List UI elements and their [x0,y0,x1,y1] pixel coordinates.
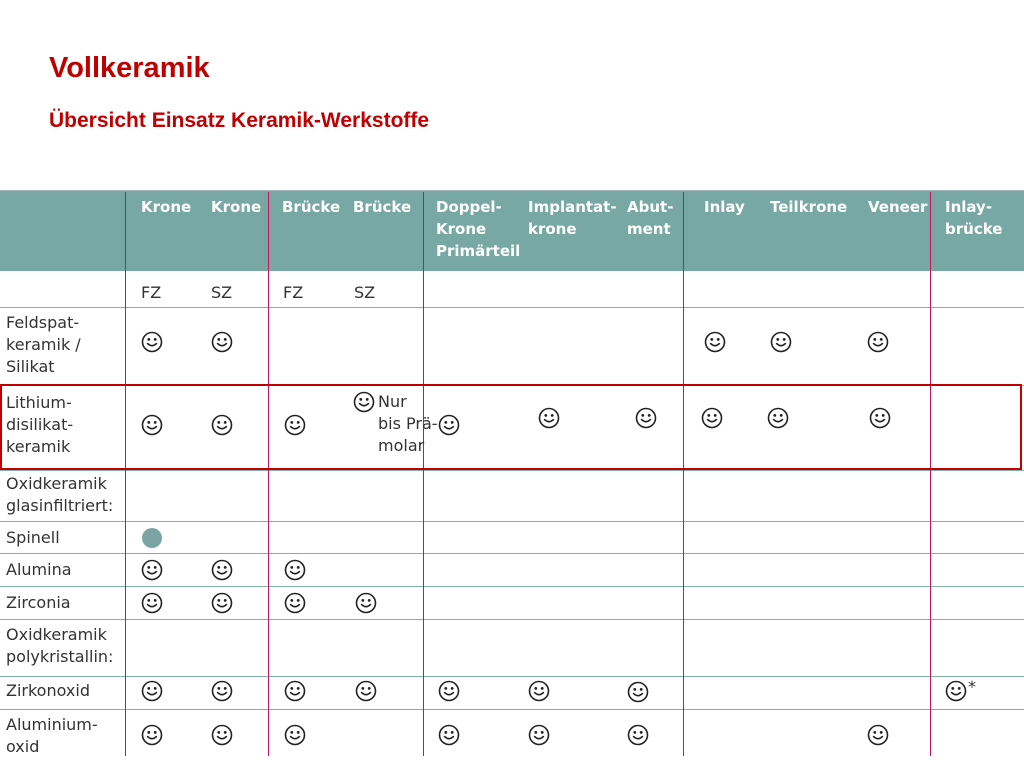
smiley-icon [141,724,163,746]
footnote-asterisk: * [968,677,976,696]
col-divider [125,192,126,756]
col-header-krone-sz: Krone [211,198,262,216]
col-divider [930,192,931,756]
col-header-implantatkrone: Implantat- krone [528,198,617,238]
dot-icon [142,528,162,548]
smiley-icon [438,724,460,746]
row-divider [0,676,1024,677]
col-divider [423,192,424,756]
highlight-box [0,384,1022,470]
row-label-zirkonoxid: Zirkonoxid [6,681,90,700]
row-divider [0,709,1024,710]
col-header-teilkrone: Teilkrone [770,198,848,216]
smiley-icon [141,559,163,581]
smiley-icon [355,592,377,614]
row-divider [0,586,1024,587]
col-header-doppelkrone: Doppel- Krone Primärteil [436,198,521,260]
smiley-icon [867,331,889,353]
smiley-icon [355,680,377,702]
col-header-inlay: Inlay [704,198,745,216]
smiley-icon [770,331,792,353]
smiley-icon [284,724,306,746]
smiley-icon [211,680,233,702]
row-divider [0,521,1024,522]
subheader-fz: FZ [141,283,162,302]
subheader-sz: SZ [354,283,376,302]
col-header-krone-fz: Krone [141,198,192,216]
smiley-icon [284,559,306,581]
row-label-spinell: Spinell [6,528,60,547]
row-divider [0,553,1024,554]
col-header-inlaybruecke: Inlay- brücke [945,198,1003,238]
col-header-bruecke-fz: Brücke [282,198,341,216]
smiley-icon [438,680,460,702]
row-divider [0,307,1024,308]
smiley-icon [284,680,306,702]
row-label-oxidkeramik-glasinfiltriert: Oxidkeramik glasinfiltriert: [6,474,114,515]
col-header-abutment: Abut- ment [627,198,674,238]
smiley-icon [211,331,233,353]
row-label-aluminiumoxid: Aluminium- oxid [6,715,98,756]
row-label-feldspatkeramik: Feldspat- keramik / Silikat [6,313,81,376]
col-divider [683,192,684,756]
smiley-icon [141,331,163,353]
page-title: Vollkeramik [49,52,210,84]
row-label-zirconia: Zirconia [6,593,71,612]
smiley-icon [284,592,306,614]
smiley-icon [211,559,233,581]
page-subtitle: Übersicht Einsatz Keramik-Werkstoffe [49,109,430,132]
smiley-icon [528,724,550,746]
row-divider [0,619,1024,620]
note-nur-bis-praemolar: Nur bis Prä- molar [378,392,438,455]
smiley-icon [141,680,163,702]
col-header-bruecke-sz: Brücke [353,198,412,216]
row-label-lithiumdisilikat: Lithium- disilikat- keramik [6,393,74,456]
smiley-icon [627,681,649,703]
smiley-icon [211,592,233,614]
col-divider [268,192,269,756]
smiley-icon [867,724,889,746]
ceramics-table [0,188,1024,758]
subheader-sz: SZ [211,283,233,302]
smiley-icon [141,592,163,614]
smiley-icon [211,724,233,746]
row-label-oxidkeramik-polykristallin: Oxidkeramik polykristallin: [6,625,114,666]
row-divider [0,470,1024,471]
col-header-veneer: Veneer [868,198,928,216]
smiley-icon [704,331,726,353]
row-label-alumina: Alumina [6,560,72,579]
subheader-fz: FZ [283,283,304,302]
smiley-icon [945,680,967,702]
smiley-icon [528,680,550,702]
smiley-icon [627,724,649,746]
